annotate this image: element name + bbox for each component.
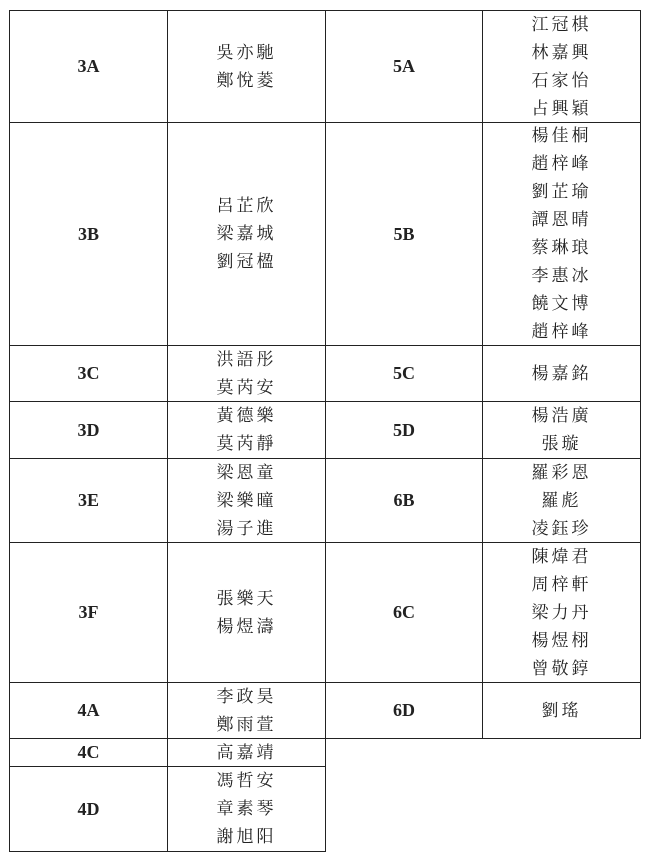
student-name: 曾敬錞 xyxy=(531,658,592,679)
student-name: 梁嘉城 xyxy=(216,224,277,244)
student-name: 梁力丹 xyxy=(531,602,592,623)
student-name: 梁樂曈 xyxy=(216,490,277,511)
student-name: 張璇 xyxy=(541,434,582,454)
left-names-cell xyxy=(167,738,326,767)
right-class-cell: 5A xyxy=(325,10,483,123)
left-names-cell xyxy=(167,10,326,123)
left-names-cell xyxy=(167,542,326,683)
student-name: 章素琴 xyxy=(216,799,277,819)
left-names-cell xyxy=(167,401,326,459)
student-name: 林嘉興 xyxy=(531,42,592,63)
student-name: 吳亦馳 xyxy=(216,42,277,63)
left-class-cell: 3E xyxy=(9,458,168,543)
right-class-cell: 5D xyxy=(325,401,483,459)
student-name: 凌鈺珍 xyxy=(531,518,592,539)
left-class-cell: 3D xyxy=(9,401,168,459)
student-name: 石家怡 xyxy=(531,70,592,91)
student-name: 占興穎 xyxy=(531,98,592,119)
student-name: 張樂天 xyxy=(216,588,277,609)
right-names-cell xyxy=(482,682,641,739)
student-name: 劉冠楹 xyxy=(216,252,277,272)
student-name: 莫芮靜 xyxy=(216,434,277,454)
student-name: 劉瑤 xyxy=(541,700,582,721)
left-names-cell xyxy=(167,682,326,739)
student-name: 蔡琳琅 xyxy=(531,238,592,258)
student-name: 劉芷瑜 xyxy=(531,182,592,202)
student-name: 江冠棋 xyxy=(531,14,592,35)
student-name: 謝旭阳 xyxy=(216,827,277,847)
student-name: 鄭悅菱 xyxy=(216,70,277,91)
student-name: 趙梓峰 xyxy=(531,154,592,174)
right-class-cell: 5C xyxy=(325,345,483,402)
right-names-cell xyxy=(482,458,641,543)
right-class-cell: 6C xyxy=(325,542,483,683)
left-class-cell: 3A xyxy=(9,10,168,123)
right-names-cell xyxy=(482,401,641,459)
student-name: 楊煜濤 xyxy=(216,616,277,637)
student-name: 羅彪 xyxy=(541,490,582,511)
right-class-cell: 5B xyxy=(325,122,483,346)
right-names-cell xyxy=(482,122,641,346)
student-name: 譚恩晴 xyxy=(531,210,592,230)
student-name: 楊煜栩 xyxy=(531,630,592,651)
left-class-cell: 3F xyxy=(9,542,168,683)
left-class-cell: 4C xyxy=(9,738,168,767)
left-names-cell xyxy=(167,345,326,402)
student-name: 洪語彤 xyxy=(216,349,277,370)
left-class-cell: 4A xyxy=(9,682,168,739)
right-names-cell xyxy=(482,345,641,402)
student-name: 楊佳桐 xyxy=(531,126,592,146)
student-name: 饒文博 xyxy=(531,294,592,314)
left-class-cell: 3C xyxy=(9,345,168,402)
student-name: 馮哲安 xyxy=(216,771,277,791)
left-class-cell: 4D xyxy=(9,766,168,852)
student-name: 李惠冰 xyxy=(531,266,592,286)
student-name: 周梓軒 xyxy=(531,574,592,595)
student-name: 楊嘉銘 xyxy=(531,363,592,384)
right-names-cell xyxy=(482,542,641,683)
student-name: 楊浩廣 xyxy=(531,406,592,426)
student-name: 高嘉靖 xyxy=(216,742,277,763)
left-names-cell xyxy=(167,122,326,346)
student-name: 莫芮安 xyxy=(216,377,277,398)
student-name: 黃德樂 xyxy=(216,406,277,426)
student-name: 鄭雨萱 xyxy=(216,714,277,735)
left-class-cell: 3B xyxy=(9,122,168,346)
student-name: 李政昊 xyxy=(216,686,277,707)
left-names-cell xyxy=(167,458,326,543)
student-name: 陳煒君 xyxy=(531,546,592,567)
student-name: 趙梓峰 xyxy=(531,322,592,342)
left-names-cell xyxy=(167,766,326,852)
right-names-cell xyxy=(482,10,641,123)
student-name: 羅彩恩 xyxy=(531,462,592,483)
student-name: 呂芷欣 xyxy=(216,196,277,216)
right-class-cell: 6B xyxy=(325,458,483,543)
student-name: 湯子進 xyxy=(216,518,277,539)
student-name: 梁恩童 xyxy=(216,462,277,483)
right-class-cell: 6D xyxy=(325,682,483,739)
